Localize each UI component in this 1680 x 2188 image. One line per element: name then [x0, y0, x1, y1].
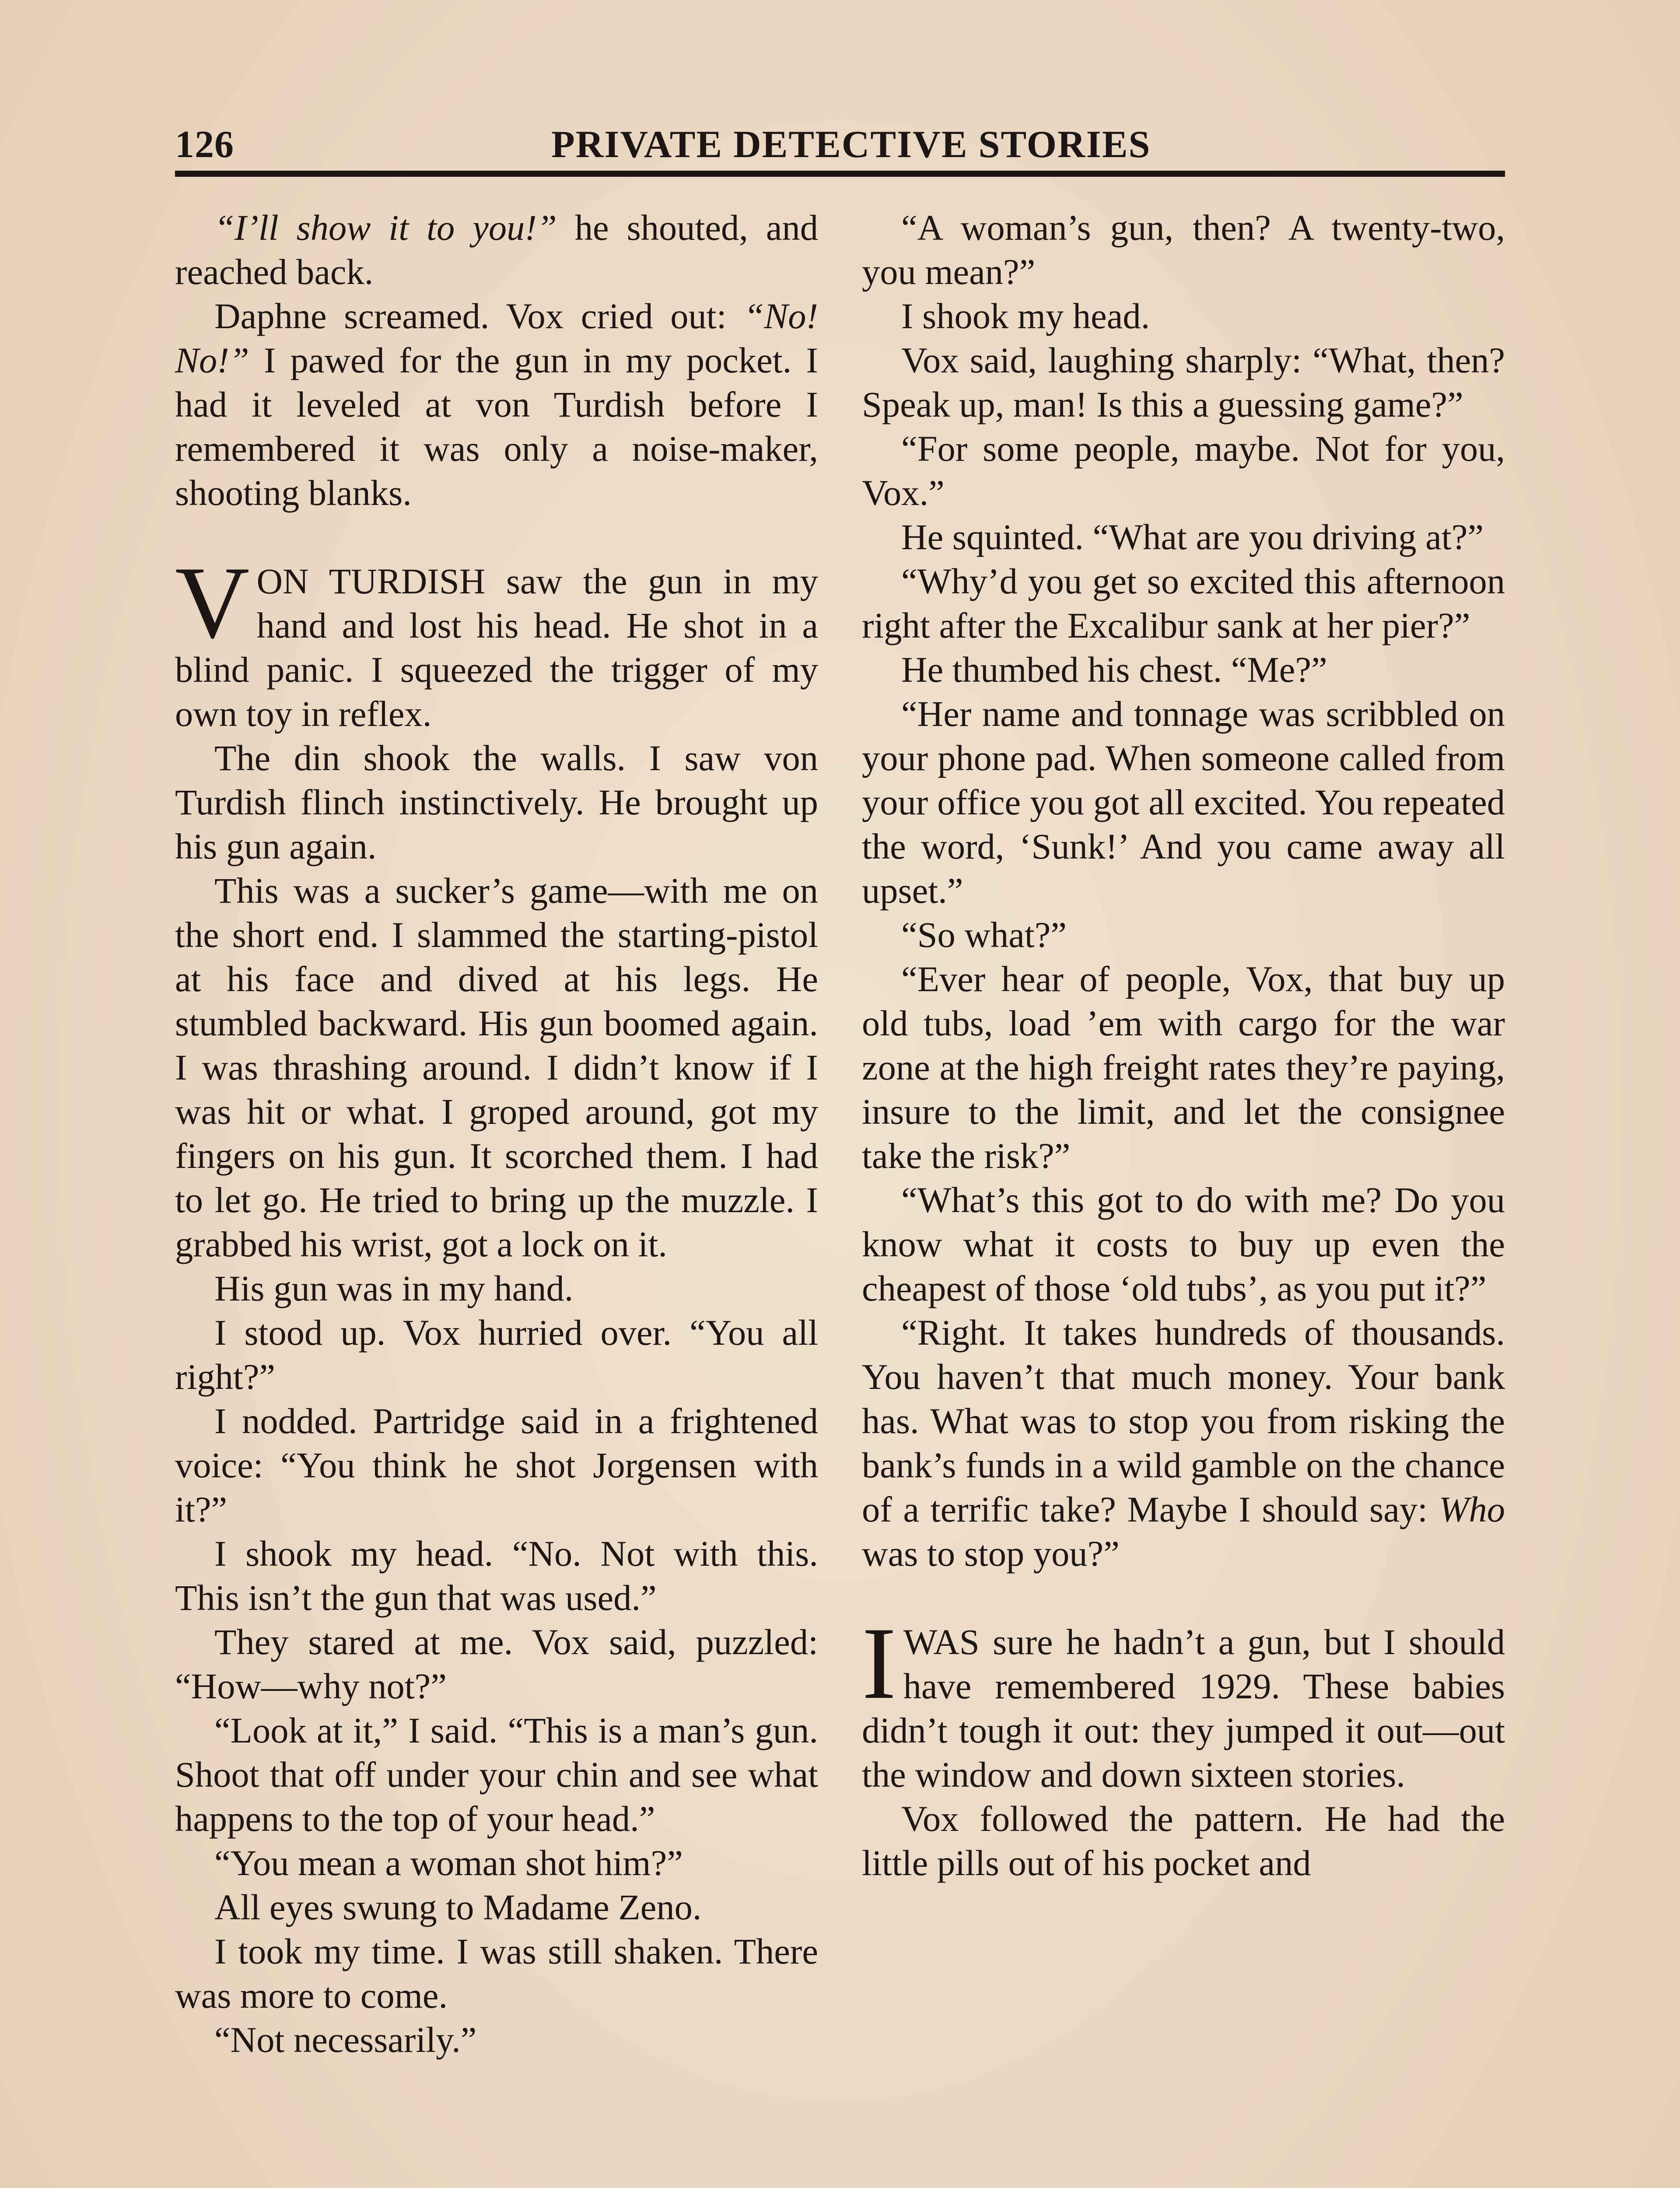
dropcap-paragraph: VON TURDISH saw the gun in my hand and lost his head. He shot in a blind panic. I squeezed the trigger of my own toy in reflex. — [175, 546, 818, 734]
italic-text: “I’ll show it to you!” — [214, 207, 557, 248]
paragraph: Daphne screamed. Vox cried out: “No! No!” I pawed for the gun in my pocket. I had it leveled at von Turdish before I remembered it was only a noise-maker, shooting blanks. — [175, 296, 818, 513]
dropcap-paragraph: IWAS sure he hadn’t a gun, but I should have remembered 1929. These babies didn’t tough it out: they jumped it out—out the window and down sixteen stories. — [862, 1606, 1505, 1795]
paragraph: “Not necessarily.” — [214, 2020, 477, 2060]
paragraph: I took my time. I was still shaken. There was more to come. — [175, 1931, 818, 2016]
paragraph: “What’s this got to do with me? Do you know what it costs to buy up even the cheapest of those ‘old tubs’, as you put it?” — [862, 1180, 1505, 1308]
right-column — [862, 206, 1505, 1885]
italic-text: “No! No!” — [175, 296, 818, 380]
paragraph: His gun was in my hand. — [214, 1268, 574, 1308]
paragraph: They stared at me. Vox said, puzzled: “How—why not?” — [175, 1622, 818, 1706]
paragraph: “Look at it,” I said. “This is a man’s gun. Shoot that off under your chin and see what happens to the top of your head.” — [175, 1710, 818, 1839]
paragraph: I shook my head. “No. Not with this. This isn’t the gun that was used.” — [175, 1533, 818, 1618]
paragraph: “You mean a woman shot him?” — [214, 1843, 683, 1883]
paragraph: “Why’d you get so excited this afternoon right after the Excalibur sank at her pier?” — [862, 561, 1505, 645]
paragraph: “Ever hear of people, Vox, that buy up old tubs, load ’em with cargo for the war zone at the high freight rates they’re paying, insure to the limit, and let the consignee take the risk?” — [862, 959, 1505, 1176]
left-column — [175, 206, 818, 2062]
paragraph: “I’ll show it to you!” he shouted, and reached back. — [175, 207, 818, 292]
paragraph: “Right. It takes hundreds of thousands. You haven’t that much money. Your bank has. What was to stop you from risking the bank’s funds in a wild gamble on the chance of a terrific take? Maybe I should say: Who was to stop you?” — [862, 1312, 1505, 1574]
running-title: PRIVATE DETECTIVE STORIES — [551, 123, 1151, 166]
paragraph: This was a sucker’s game—with me on the short end. I slammed the starting-pistol at his face and dived at his legs. He stumbled backward. His gun boomed again. I was thrashing around. I didn’t know if I was hit or what. I groped around, got my fingers on his gun. It scorched them. I had to let go. He tried to bring up the muzzle. I grabbed his wrist, got a lock on it. — [175, 870, 818, 1264]
paragraph: “A woman’s gun, then? A twenty-two, you mean?” — [862, 207, 1505, 292]
paragraph: I shook my head. — [901, 296, 1150, 336]
paragraph: He thumbed his chest. “Me?” — [901, 649, 1327, 690]
paragraph: He squinted. “What are you driving at?” — [901, 517, 1484, 557]
page-number: 126 — [175, 123, 234, 166]
page-header — [175, 118, 1505, 179]
paragraph: I nodded. Partridge said in a frightened voice: “You think he shot Jorgensen with it?” — [175, 1401, 818, 1529]
paragraph: Vox said, laughing sharply: “What, then? Speak up, man! Is this a guessing game?” — [862, 340, 1505, 424]
paragraph: Vox followed the pattern. He had the little pills out of his pocket and — [862, 1799, 1505, 1883]
italic-text: Who — [1438, 1489, 1505, 1529]
header-rule — [175, 171, 1505, 177]
paragraph: I stood up. Vox hurried over. “You all right?” — [175, 1312, 818, 1397]
paragraph: All eyes swung to Madame Zeno. — [214, 1887, 702, 1927]
paragraph: The din shook the walls. I saw von Turdish flinch instinctively. He brought up his gun again. — [175, 738, 818, 866]
paragraph: “So what?” — [901, 915, 1067, 955]
paragraph: “Her name and tonnage was scribbled on your phone pad. When someone called from your office you got all excited. You repeated the word, ‘Sunk!’ And you came away all upset.” — [862, 694, 1505, 911]
paragraph: “For some people, maybe. Not for you, Vox.” — [862, 428, 1505, 513]
